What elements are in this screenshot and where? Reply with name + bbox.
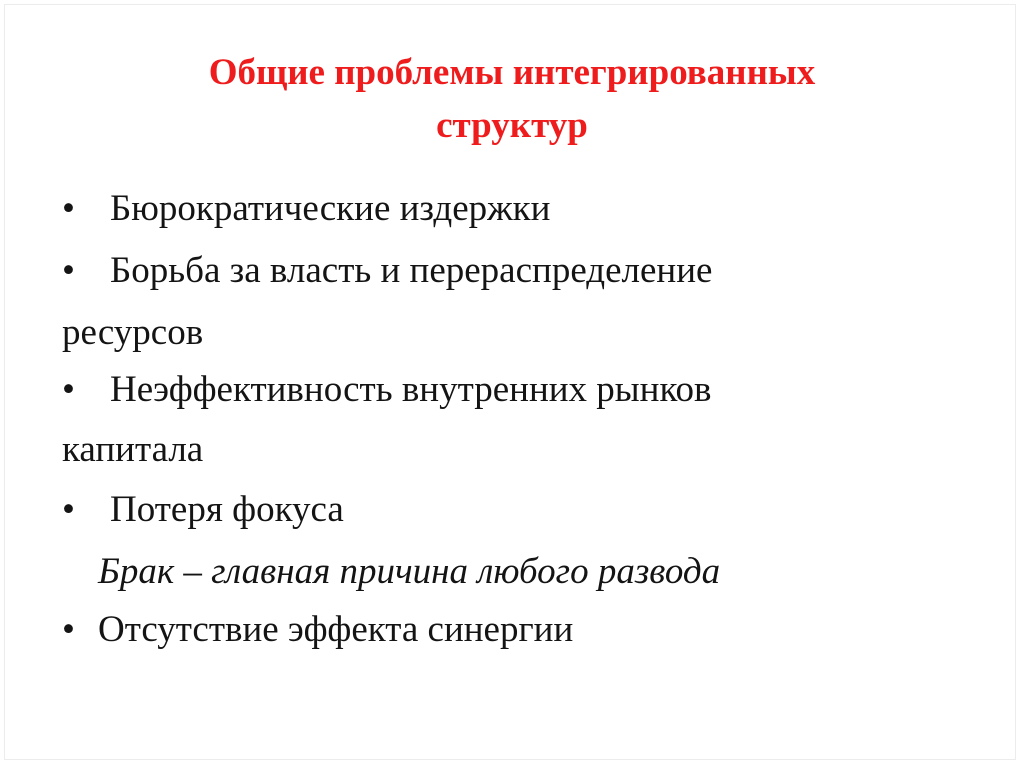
list-item-no-synergy: Отсутствие эффекта синергии	[98, 609, 574, 650]
list-item-bureaucratic-costs: Бюрократические издержки	[110, 188, 551, 229]
quote-text: Брак – главная причина любого развода	[98, 551, 721, 592]
list-item-power-struggle-continuation: ресурсов	[62, 312, 204, 353]
bullet-marker: •	[62, 188, 75, 229]
bullet-marker: •	[62, 609, 75, 650]
bullet-marker: •	[62, 489, 75, 530]
list-item-power-struggle: Борьба за власть и перераспределение	[110, 250, 713, 291]
list-item-loss-of-focus: Потеря фокуса	[110, 489, 344, 530]
bullet-marker: •	[62, 369, 75, 410]
list-item-inefficient-markets-continuation: капитала	[62, 429, 204, 470]
slide-title-line-2: структур	[436, 105, 588, 146]
list-item-inefficient-markets: Неэффективность внутренних рынков	[110, 369, 712, 410]
slide-title-line-1: Общие проблемы интегрированных	[208, 52, 816, 93]
slide-title	[0, 46, 1024, 152]
bullet-marker: •	[62, 250, 75, 291]
